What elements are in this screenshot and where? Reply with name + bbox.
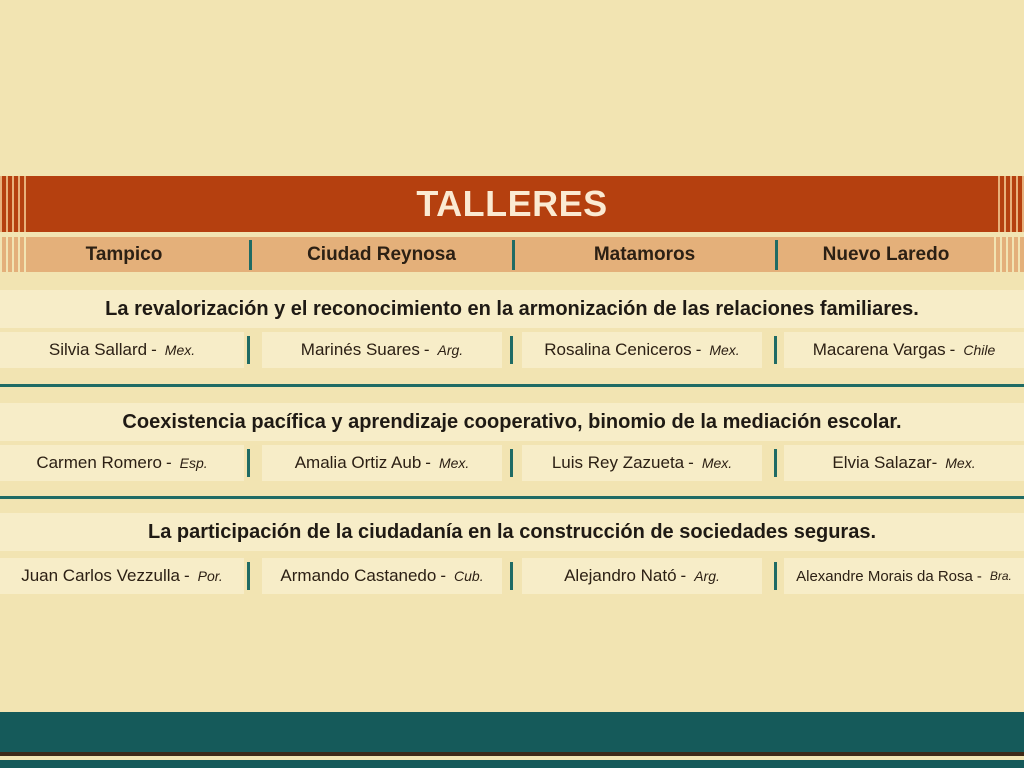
speaker-country: Mex. [164, 342, 196, 358]
column-divider [247, 449, 250, 477]
speaker: Elvia Salazar - Mex. [784, 445, 1024, 481]
speaker: Macarena Vargas - Chile [784, 332, 1024, 368]
speaker: Alejandro Nató - Arg. [522, 558, 762, 594]
city-tampico: Tampico [85, 243, 163, 265]
banner-stripes-left [0, 176, 30, 232]
speaker: Marinés Suares - Arg. [262, 332, 502, 368]
speaker-country: Mex. [945, 455, 976, 471]
speaker-country: Arg. [437, 342, 464, 358]
speaker-country: Esp. [179, 455, 208, 471]
speaker: Rosalina Ceniceros - Mex. [522, 332, 762, 368]
speaker: Carmen Romero - Esp. [0, 445, 244, 481]
column-divider [510, 336, 513, 364]
column-divider [510, 562, 513, 590]
column-divider [510, 449, 513, 477]
workshop-topic: La revalorización y el reconocimiento en la armonización de las relaciones familiares. [0, 290, 1024, 328]
speaker-name: Alexandre Morais da Rosa [796, 567, 973, 585]
speaker: Luis Rey Zazueta - Mex. [522, 445, 762, 481]
section-divider [0, 496, 1024, 499]
speaker-name: Amalia Ortiz Aub [294, 453, 422, 472]
speaker-name: Juan Carlos Vezzulla [21, 566, 180, 585]
speaker-name: Silvia Sallard [48, 340, 148, 359]
speaker-row [0, 558, 1024, 594]
city-header [0, 237, 1024, 272]
speaker-row [0, 332, 1024, 368]
speaker-name: Marinés Suares [300, 340, 420, 359]
column-divider [247, 336, 250, 364]
speaker-name: Alejandro Nató [564, 566, 677, 585]
speaker-name: Armando Castanedo [280, 566, 437, 585]
speaker-name: Carmen Romero [36, 453, 162, 472]
workshop-topic: Coexistencia pacífica y aprendizaje cooperativo, binomio de la mediación escolar. [0, 403, 1024, 441]
speaker-country: Arg. [694, 568, 720, 584]
column-divider [774, 562, 777, 590]
speaker: Juan Carlos Vezzulla - Por. [0, 558, 244, 594]
section-divider [0, 384, 1024, 387]
speaker-name: Luis Rey Zazueta [551, 453, 685, 472]
speaker-name: Rosalina Ceniceros [544, 340, 692, 359]
column-divider [774, 336, 777, 364]
footer-band [0, 712, 1024, 752]
speaker: Alexandre Morais da Rosa - Bra. [784, 558, 1024, 594]
speaker-country: Por. [197, 568, 223, 584]
column-divider [774, 449, 777, 477]
speaker: Amalia Ortiz Aub - Mex. [262, 445, 502, 481]
speaker-country: Chile [963, 342, 996, 358]
speaker-country: Mex. [701, 455, 733, 471]
column-divider [247, 562, 250, 590]
footer-stripe [0, 760, 1024, 768]
city-nuevo-laredo: Nuevo Laredo [822, 243, 950, 265]
city-stripes-right [994, 237, 1024, 272]
title-banner [0, 176, 1024, 232]
workshop-topic: La participación de la ciudadanía en la construcción de sociedades seguras. [0, 513, 1024, 551]
banner-stripes-right [994, 176, 1024, 232]
speaker: Armando Castanedo - Cub. [262, 558, 502, 594]
city-matamoros: Matamoros [593, 243, 696, 265]
speaker-country: Bra. [989, 569, 1012, 583]
speaker-name: Elvia Salazar [832, 453, 932, 472]
speaker-country: Cub. [454, 568, 484, 584]
page-title: TALLERES [416, 183, 608, 224]
speaker-name: Macarena Vargas [812, 340, 946, 359]
speaker-country: Mex. [438, 455, 470, 471]
speaker-row [0, 445, 1024, 481]
speaker: Silvia Sallard - Mex. [0, 332, 244, 368]
city-ciudad-reynosa: Ciudad Reynosa [307, 243, 456, 265]
speaker-country: Mex. [709, 342, 740, 358]
